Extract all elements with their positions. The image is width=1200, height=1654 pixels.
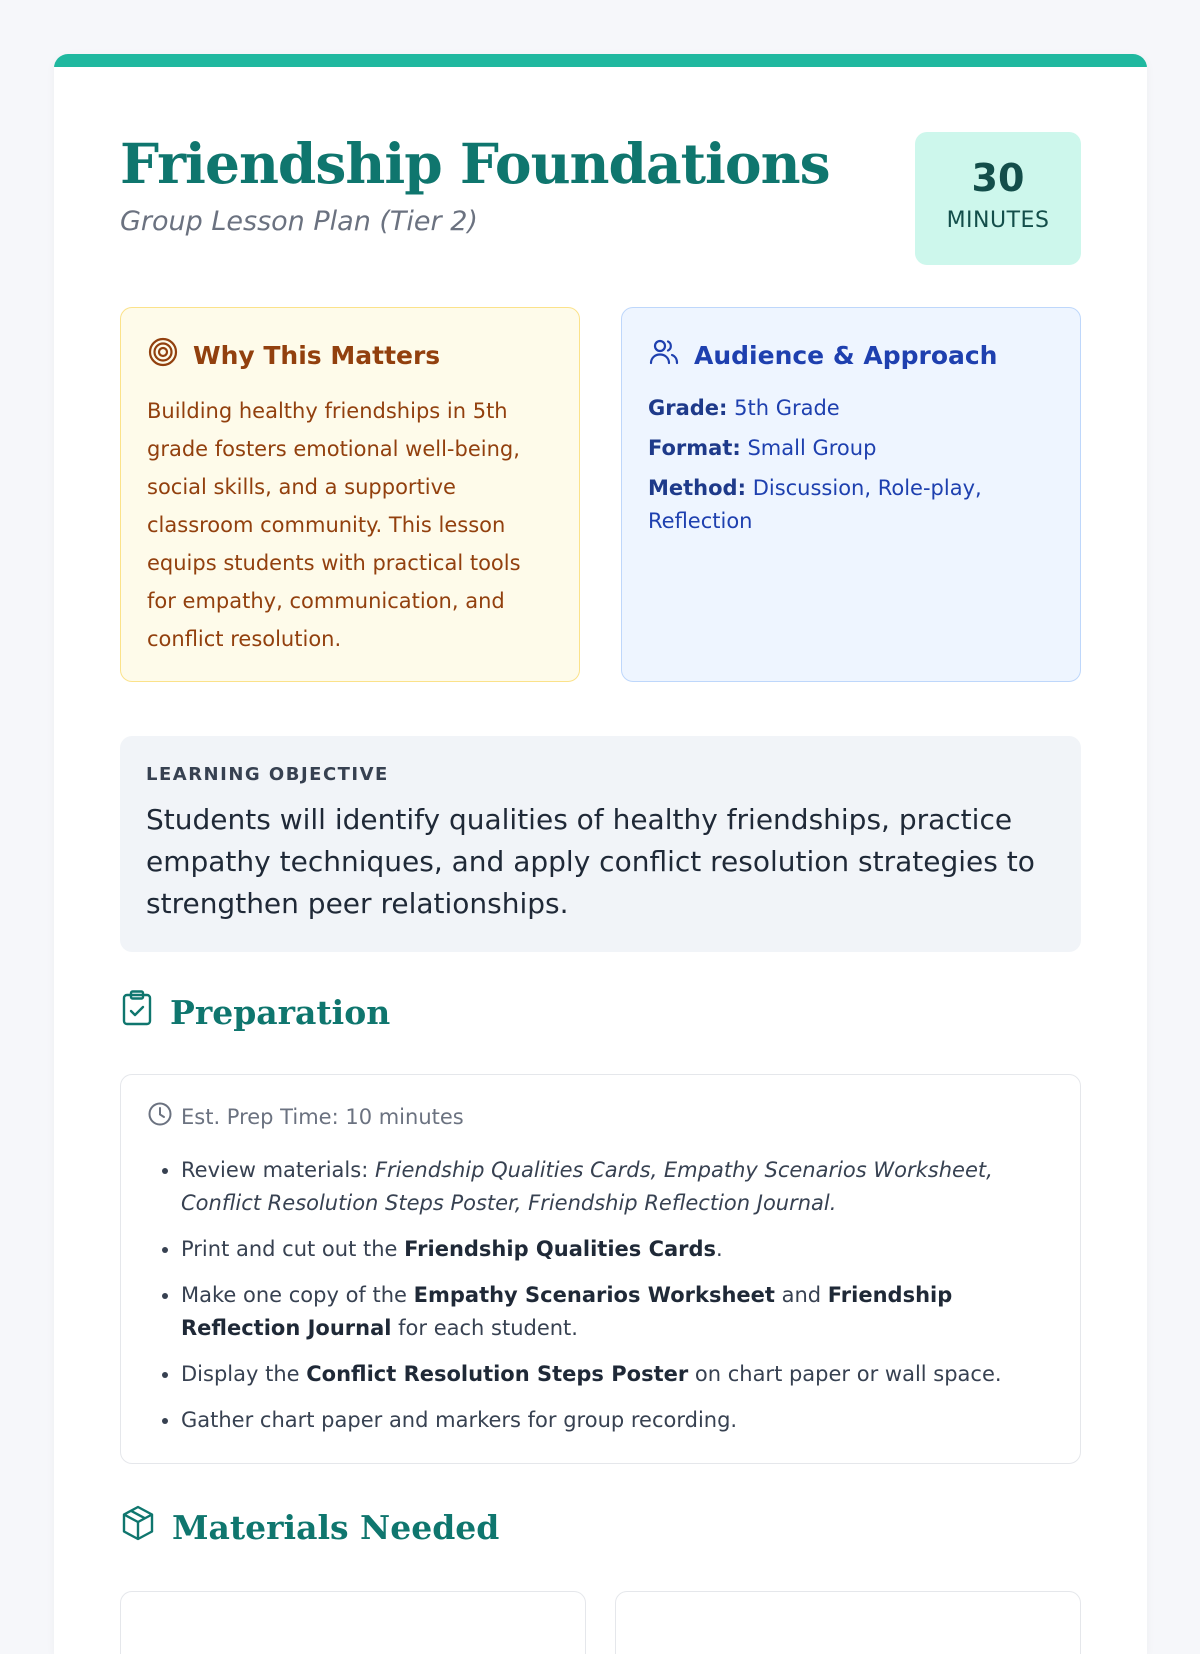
audience-grade: Grade: 5th Grade <box>648 396 840 420</box>
audience-list <box>648 392 1054 538</box>
materials-heading-text: Materials Needed <box>172 1507 500 1547</box>
duration-badge <box>915 132 1081 265</box>
page-subtitle: Group Lesson Plan (Tier 2) <box>120 206 478 237</box>
why-text: Building healthy friendships in 5th grade fosters emotional well-being, social skills, and a supportive classroom community. This lesson equips students with practical tools for empathy, communication, and conflict resolution. <box>147 399 521 651</box>
list-item: • Gather chart paper and markers for group recording. <box>181 1404 1054 1437</box>
audience-format: Format: Small Group <box>648 436 877 460</box>
clipboard-check-icon <box>120 989 154 1035</box>
users-icon <box>648 336 680 374</box>
material-card <box>120 1591 586 1654</box>
why-heading <box>147 336 553 374</box>
why-heading-text: Why This Matters <box>193 340 441 370</box>
page-title: Friendship Foundations <box>120 131 830 196</box>
audience-heading-text: Audience & Approach <box>694 340 998 370</box>
objective-label: LEARNING OBJECTIVE <box>146 764 389 785</box>
material-card <box>615 1591 1081 1654</box>
preparation-heading-text: Preparation <box>170 992 391 1032</box>
clock-icon <box>147 1101 173 1132</box>
list-item: • Display the Conflict Resolution Steps Poster on chart paper or wall space. <box>181 1358 1054 1391</box>
prep-time <box>147 1101 1054 1132</box>
list-item: • Print and cut out the Friendship Qualities Cards. <box>181 1233 1054 1266</box>
preparation-heading <box>120 989 390 1035</box>
package-icon <box>120 1504 156 1550</box>
info-row <box>120 307 1081 682</box>
list-item: • Make one copy of the Empathy Scenarios Worksheet and Friendship Reflection Journal for each student. <box>181 1279 1054 1345</box>
list-item: • Review materials: Friendship Qualities Cards, Empathy Scenarios Worksheet, Conflict Resolution Steps Poster, Friendship Reflection Journal. <box>181 1154 1054 1220</box>
duration-unit: MINUTES <box>946 208 1050 233</box>
preparation-box <box>120 1074 1081 1464</box>
duration-value: 30 <box>971 156 1025 200</box>
preparation-list <box>147 1154 1054 1437</box>
accent-bar <box>54 54 1147 67</box>
audience-approach-box <box>621 307 1081 682</box>
audience-heading <box>648 336 1054 374</box>
audience-method: Method: Discussion, Role-play, Reflection <box>648 476 982 533</box>
objective-text: Students will identify qualities of healthy friendships, practice empathy techniques, and apply conflict resolution strategies to strengthen peer relationships. <box>146 803 1035 920</box>
lesson-plan-card <box>54 54 1147 1654</box>
learning-objective-box <box>120 736 1081 952</box>
why-this-matters-box <box>120 307 580 682</box>
prep-time-text: Est. Prep Time: 10 minutes <box>181 1104 464 1129</box>
materials-heading <box>120 1504 499 1550</box>
target-icon <box>147 336 179 374</box>
lesson-header <box>120 132 1081 272</box>
